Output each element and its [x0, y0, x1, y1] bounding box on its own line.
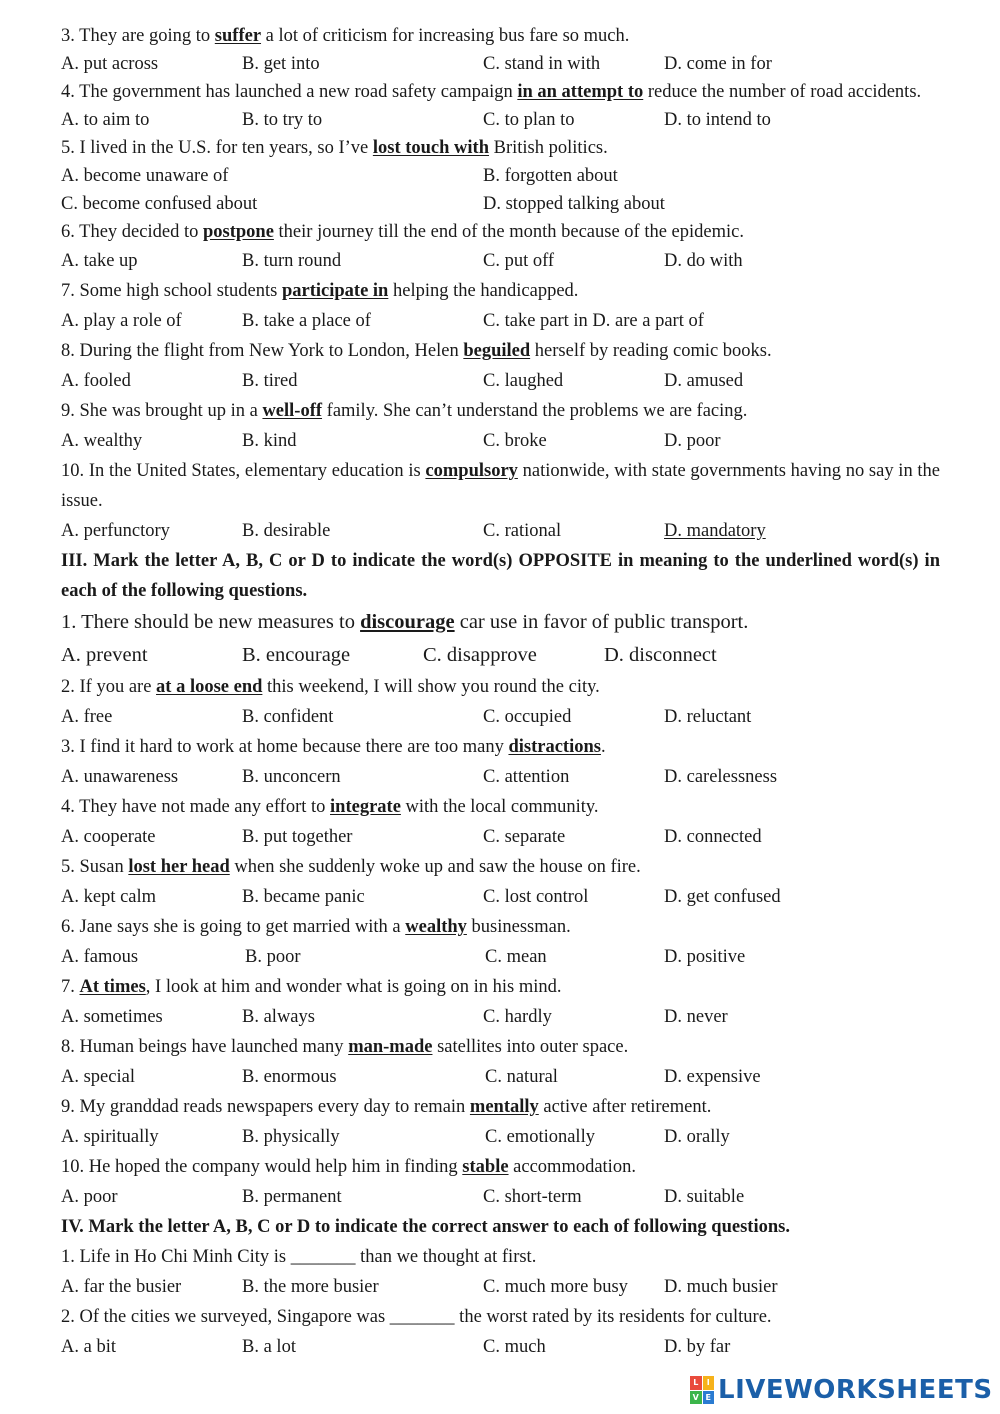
option-a[interactable]: A. take up	[61, 251, 138, 271]
option-a[interactable]: A. special	[61, 1067, 135, 1087]
question-block	[61, 22, 940, 78]
question-text: 10. He hoped the company would help him in finding stable accommodation.	[61, 1157, 636, 1177]
underlined-word: suffer	[214, 26, 262, 46]
question-text: 3. I find it hard to work at home because there are too many distractions.	[61, 737, 606, 757]
options-row	[61, 1002, 940, 1032]
underlined-word: mentally	[469, 1097, 539, 1117]
option-a[interactable]: A. famous	[61, 947, 139, 967]
underlined-word: discourage	[360, 611, 455, 633]
options-row	[61, 1332, 940, 1362]
options-row	[61, 106, 940, 134]
option-d[interactable]: D. never	[664, 1007, 728, 1027]
option-b[interactable]: B. poor	[245, 947, 301, 967]
question-text: 2. Of the cities we surveyed, Singapore was _______ the worst rated by its residents for culture.	[61, 1307, 772, 1327]
underlined-word: integrate	[330, 797, 401, 817]
option-a[interactable]: A. put across	[61, 54, 159, 74]
underlined-word: at a loose end	[156, 677, 263, 697]
question-block	[61, 1092, 940, 1152]
question-text: 9. My granddad reads newspapers every day to remain mentally active after retirement.	[61, 1097, 712, 1117]
underlined-word: At times	[79, 977, 146, 997]
logo-letter: L	[690, 1376, 702, 1390]
option-c[interactable]: C. laughed	[483, 371, 564, 391]
logo-letter: E	[703, 1391, 715, 1405]
options-row	[61, 882, 940, 912]
option-d[interactable]: D. amused	[664, 371, 744, 391]
option-d[interactable]: D. carelessness	[664, 767, 778, 787]
option-c[interactable]: C. occupied	[483, 707, 572, 727]
option-d[interactable]: D. positive	[664, 947, 746, 967]
underlined-word: participate in	[281, 281, 389, 301]
question-block	[61, 972, 940, 1032]
option-d[interactable]: D. to intend to	[664, 110, 771, 130]
option-b[interactable]: B. take a place of	[242, 311, 371, 331]
question-block	[61, 456, 940, 546]
question-text: 4. They have not made any effort to integrate with the local community.	[61, 797, 599, 817]
option-c[interactable]: C. mean	[485, 947, 547, 967]
option-a[interactable]: A. sometimes	[61, 1007, 163, 1027]
question-text: 2. If you are at a loose end this weekend, I will show you round the city.	[61, 677, 600, 697]
option-c[interactable]: C. much more busy	[483, 1277, 628, 1297]
liveworksheets-logo	[690, 1374, 993, 1406]
option-a[interactable]: A. prevent	[61, 644, 148, 666]
option-c[interactable]: C. short-term	[483, 1187, 582, 1207]
options-row	[61, 1062, 940, 1092]
underlined-word: man-made	[348, 1037, 433, 1057]
option-c[interactable]: C. stand in with	[483, 54, 601, 74]
question-block	[61, 1242, 940, 1302]
option-cd[interactable]: C. take part in D. are a part of	[483, 311, 704, 331]
options-row	[61, 190, 940, 218]
question-block	[61, 78, 940, 134]
question-block	[61, 218, 940, 276]
options-row	[61, 246, 940, 276]
option-a[interactable]: A. become unaware of	[61, 166, 229, 186]
question-block	[61, 732, 940, 792]
option-c[interactable]: C. disapprove	[423, 644, 537, 666]
underlined-word: stable	[462, 1157, 509, 1177]
section-heading: IV. Mark the letter A, B, C or D to indicate the correct answer to each of following questions.	[61, 1217, 790, 1237]
question-text: 8. Human beings have launched many man-made satellites into outer space.	[61, 1037, 629, 1057]
option-b[interactable]: B. turn round	[242, 251, 342, 271]
question-block	[61, 672, 940, 732]
underlined-word: distractions	[508, 737, 601, 757]
option-b[interactable]: B. encourage	[242, 644, 351, 666]
option-a[interactable]: A. fooled	[61, 371, 131, 391]
option-c[interactable]: C. separate	[483, 827, 566, 847]
underlined-word: in an attempt to	[517, 82, 644, 102]
options-row	[61, 1272, 940, 1302]
options-row	[61, 702, 940, 732]
underlined-word: lost touch with	[372, 138, 490, 158]
options-row	[61, 516, 940, 546]
option-a[interactable]: A. unawareness	[61, 767, 179, 787]
option-a[interactable]: A. play a role of	[61, 311, 182, 331]
underlined-word: postpone	[202, 222, 274, 242]
question-block	[61, 792, 940, 852]
section-heading: III. Mark the letter A, B, C or D to indicate the word(s) OPPOSITE in meaning to the underlined word(s) in each of the following questions.	[61, 551, 940, 601]
question-text: 7. At times, I look at him and wonder what is going on in his mind.	[61, 977, 562, 997]
logo-letter: I	[703, 1376, 715, 1390]
question-text: 10. In the United States, elementary education is compulsory nationwide, with state governments having no say in the issue.	[61, 461, 940, 511]
option-d[interactable]: D. connected	[664, 827, 762, 847]
option-d[interactable]: D. suitable	[664, 1187, 745, 1207]
option-c[interactable]: C. rational	[483, 521, 562, 541]
option-d[interactable]: D. do with	[664, 251, 743, 271]
option-b[interactable]: B. unconcern	[242, 767, 341, 787]
option-d[interactable]: D. stopped talking about	[483, 194, 665, 214]
option-d[interactable]: D. orally	[664, 1127, 730, 1147]
option-c[interactable]: C. natural	[485, 1067, 558, 1087]
option-c[interactable]: C. hardly	[483, 1007, 552, 1027]
option-b[interactable]: B. confident	[242, 707, 334, 727]
option-c[interactable]: C. become confused about	[61, 194, 258, 214]
option-b[interactable]: B. physically	[242, 1127, 340, 1147]
option-c[interactable]: C. to plan to	[483, 110, 575, 130]
options-row	[61, 426, 940, 456]
options-row	[61, 366, 940, 396]
question-block	[61, 606, 940, 672]
question-block	[61, 134, 940, 218]
underlined-word: compulsory	[425, 461, 518, 481]
question-block	[61, 852, 940, 912]
options-row	[61, 822, 940, 852]
liveworksheets-logo-icon	[690, 1376, 714, 1404]
option-b[interactable]: B. became panic	[242, 887, 365, 907]
underlined-word: well-off	[262, 401, 323, 421]
option-d[interactable]: D. poor	[664, 431, 721, 451]
question-block	[61, 336, 940, 396]
option-b[interactable]: B. forgotten about	[483, 166, 618, 186]
option-b[interactable]: B. to try to	[242, 110, 323, 130]
question-text: 1. There should be new measures to discourage car use in favor of public transport.	[61, 611, 749, 633]
question-text: 5. I lived in the U.S. for ten years, so I’ve lost touch with British politics.	[61, 138, 608, 158]
options-row	[61, 50, 940, 78]
option-a[interactable]: A. wealthy	[61, 431, 143, 451]
option-a[interactable]: A. cooperate	[61, 827, 156, 847]
question-text: 3. They are going to suffer a lot of criticism for increasing bus fare so much.	[61, 26, 630, 46]
options-row	[61, 306, 940, 336]
option-c[interactable]: C. much	[483, 1337, 546, 1357]
option-c[interactable]: C. lost control	[483, 887, 589, 907]
logo-letter: V	[690, 1391, 702, 1405]
option-a[interactable]: A. spiritually	[61, 1127, 159, 1147]
question-text: 5. Susan lost her head when she suddenly woke up and saw the house on fire.	[61, 857, 641, 877]
option-b[interactable]: B. enormous	[242, 1067, 337, 1087]
option-b[interactable]: B. always	[242, 1007, 315, 1027]
question-block	[61, 912, 940, 972]
question-text: 7. Some high school students participate in helping the handicapped.	[61, 281, 579, 301]
question-block	[61, 1032, 940, 1092]
option-b[interactable]: B. kind	[242, 431, 297, 451]
options-row	[61, 1122, 940, 1152]
option-c[interactable]: C. put off	[483, 251, 555, 271]
question-text: 1. Life in Ho Chi Minh City is _______ than we thought at first.	[61, 1247, 537, 1267]
option-a[interactable]: A. poor	[61, 1187, 118, 1207]
question-text: 8. During the flight from New York to London, Helen beguiled herself by reading comic books.	[61, 341, 772, 361]
logo-text: LIVEWORKSHEETS	[718, 1375, 993, 1405]
options-row	[61, 1182, 940, 1212]
question-block	[61, 396, 940, 456]
question-block	[61, 1302, 940, 1362]
options-row	[61, 942, 940, 972]
option-b[interactable]: B. tired	[242, 371, 298, 391]
option-a[interactable]: A. free	[61, 707, 113, 727]
option-d[interactable]: D. by far	[664, 1337, 731, 1357]
question-block	[61, 276, 940, 336]
question-block	[61, 1152, 940, 1212]
options-row	[61, 762, 940, 792]
underlined-word: wealthy	[405, 917, 467, 937]
question-text: 6. They decided to postpone their journey till the end of the month because of the epidemic.	[61, 222, 744, 242]
option-b[interactable]: B. desirable	[242, 521, 331, 541]
option-a[interactable]: A. perfunctory	[61, 521, 170, 541]
option-a[interactable]: A. to aim to	[61, 110, 150, 130]
question-text: 6. Jane says she is going to get married with a wealthy businessman.	[61, 917, 571, 937]
option-c[interactable]: C. broke	[483, 431, 547, 451]
options-row	[61, 639, 940, 672]
underlined-word: beguiled	[463, 341, 531, 361]
option-d[interactable]: D. come in for	[664, 54, 772, 74]
option-a[interactable]: A. a bit	[61, 1337, 116, 1357]
question-text: 9. She was brought up in a well-off family. She can’t understand the problems we are facing.	[61, 401, 748, 421]
option-b[interactable]: B. permanent	[242, 1187, 342, 1207]
options-row	[61, 162, 940, 190]
option-b[interactable]: B. the more busier	[242, 1277, 379, 1297]
worksheet-page	[61, 22, 940, 1362]
option-a[interactable]: A. far the busier	[61, 1277, 182, 1297]
option-b[interactable]: B. put together	[242, 827, 353, 847]
option-d[interactable]: D. disconnect	[604, 644, 717, 666]
underlined-word: lost her head	[128, 857, 230, 877]
option-a[interactable]: A. kept calm	[61, 887, 157, 907]
question-text: 4. The government has launched a new road safety campaign in an attempt to reduce the number of road accidents.	[61, 82, 922, 102]
option-d[interactable]: D. much busier	[664, 1277, 778, 1297]
option-b[interactable]: B. get into	[242, 54, 320, 74]
option-b[interactable]: B. a lot	[242, 1337, 296, 1357]
option-c[interactable]: C. emotionally	[485, 1127, 595, 1147]
option-d[interactable]: D. expensive	[664, 1067, 761, 1087]
option-d[interactable]: D. mandatory	[664, 521, 766, 541]
option-d[interactable]: D. get confused	[664, 887, 781, 907]
option-d[interactable]: D. reluctant	[664, 707, 752, 727]
option-c[interactable]: C. attention	[483, 767, 570, 787]
